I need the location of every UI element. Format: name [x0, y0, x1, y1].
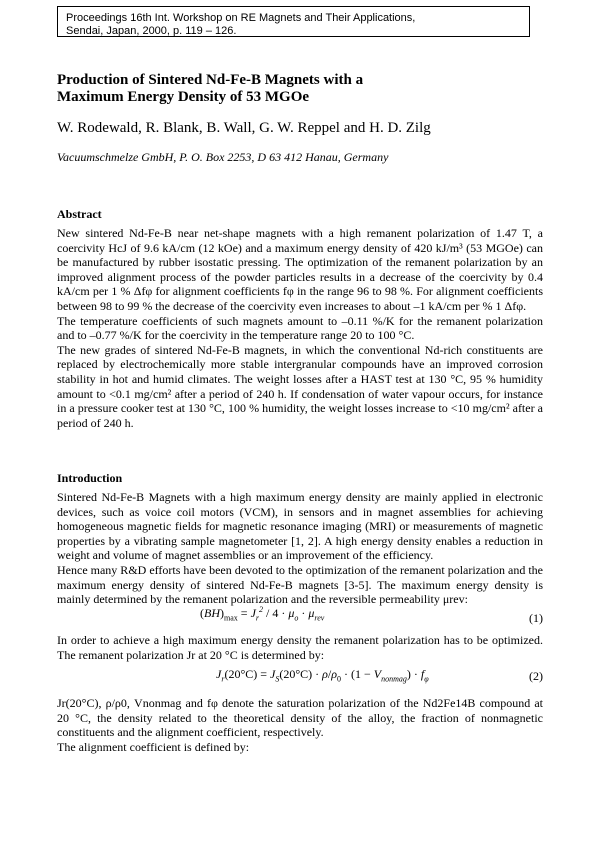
proceedings-box [57, 6, 530, 37]
intro-paragraph-4: Jr(20°C), ρ/ρ0, Vnonmag and fφ denote the saturation polarization of the Nd2Fe14B compound at 20 °C, the density related to the theoretical density of the alloy, the fraction of nonmagnetic constituents and the alignment coefficient, respectively. [57, 696, 543, 740]
abstract-paragraph-3: The new grades of sintered Nd-Fe-B magnets, in which the conventional Nd-rich constituents are replaced by electrochemically more stable intergranular compounds have an improved corrosion stability in hot and humid climates. The weight losses after a HAST test at 130 °C, 95 % humidity amount to <0.1 mg/cm² after a period of 240 h. If condensation of water vapour occurs, for instance in a pressure cooker test at 130 °C, 100 % humidity, the weight losses increase to <10 mg/cm² after a period of 240 h. [57, 342, 543, 430]
affiliation: Vacuumschmelze GmbH, P. O. Box 2253, D 63 412 Hanau, Germany [57, 150, 389, 164]
abstract-body [57, 226, 543, 430]
introduction-heading: Introduction [57, 471, 123, 485]
equation-2: $J_r(20^\circ C) = J_S(20^\circ C) \cdot \rho/\rho_0 \cdot (1 - V_{nonmag}) \cdot f_\varphi$ [216, 667, 429, 684]
intro-paragraph-3: In order to achieve a high maximum energy density the remanent polarization has to be optimized. The remanent polarization Jr at 20 °C is determined by: [57, 633, 543, 662]
equation-1-number: (1) [529, 611, 543, 625]
abstract-heading: Abstract [57, 207, 102, 221]
intro-body-top [57, 490, 543, 607]
equation-2-number: (2) [529, 669, 543, 683]
authors: W. Rodewald, R. Blank, B. Wall, G. W. Reppel and H. D. Zilg [57, 120, 431, 136]
paper-title [57, 72, 363, 106]
title-line-2: Maximum Energy Density of 53 MGOe [57, 89, 310, 105]
abstract-paragraph-2: The temperature coefficients of such magnets amount to –0.11 %/K for the remanent polarization and to –0.77 %/K for the coercivity in the temperature range 20 to 100 °C. [57, 313, 543, 343]
abstract-paragraph-1: New sintered Nd-Fe-B near net-shape magnets with a high remanent polarization of 1.47 T, a coercivity HcJ of 9.6 kA/cm (12 kOe) and a maximum energy density of 420 kJ/m³ (53 MGOe) can be manufactured by rubber isostatic pressing. The optimization of the remanent polarization by an improved alignment process of the powder particles results in a decrease of the coercivity by 0.4 kA/cm per 1 % Δfφ for alignment coefficients fφ in the range 96 to 98 %. For alignment coefficients between 98 to 99 % the decrease of the coercivity even increases to about –1 kA/cm per % 1 Δfφ. [57, 226, 543, 313]
proceedings-line-1: Proceedings 16th Int. Workshop on RE Magnets and Their Applications, [66, 12, 416, 24]
intro-paragraph-2: Hence many R&D efforts have been devoted to the optimization of the remanent polarization and the maximum energy density of sintered Nd-Fe-B magnets [3-5]. The maximum energy density is mainly determined by the remanent polarization and the reversible permeability μrev: [57, 562, 543, 607]
title-line-1: Production of Sintered Nd-Fe-B Magnets with a [57, 72, 364, 88]
equation-1: $(BH)_{max} = J_r^2 / 4 \cdot \mu_o \cdot \mu_{rev}$ [200, 605, 325, 623]
intro-paragraph-1: Sintered Nd-Fe-B Magnets with a high maximum energy density are mainly applied in electronic devices, such as voice coil motors (VCM), in sensors and in magnet assemblies for achieving homogeneous magnetic fields for magnetic resonance imaging (MRI) or measurements of magnetic properties by a vibrating sample magnetometer [1, 2]. A high energy density enables a reduction in weight and volume of magnet assemblies or an improvement of the efficiency. [57, 490, 543, 563]
intro-paragraph-5: The alignment coefficient is defined by: [57, 739, 250, 754]
intro-body-middle [57, 633, 543, 662]
intro-body-bottom [57, 696, 543, 754]
proceedings-line-2: Sendai, Japan, 2000, p. 119 – 126. [66, 25, 237, 37]
